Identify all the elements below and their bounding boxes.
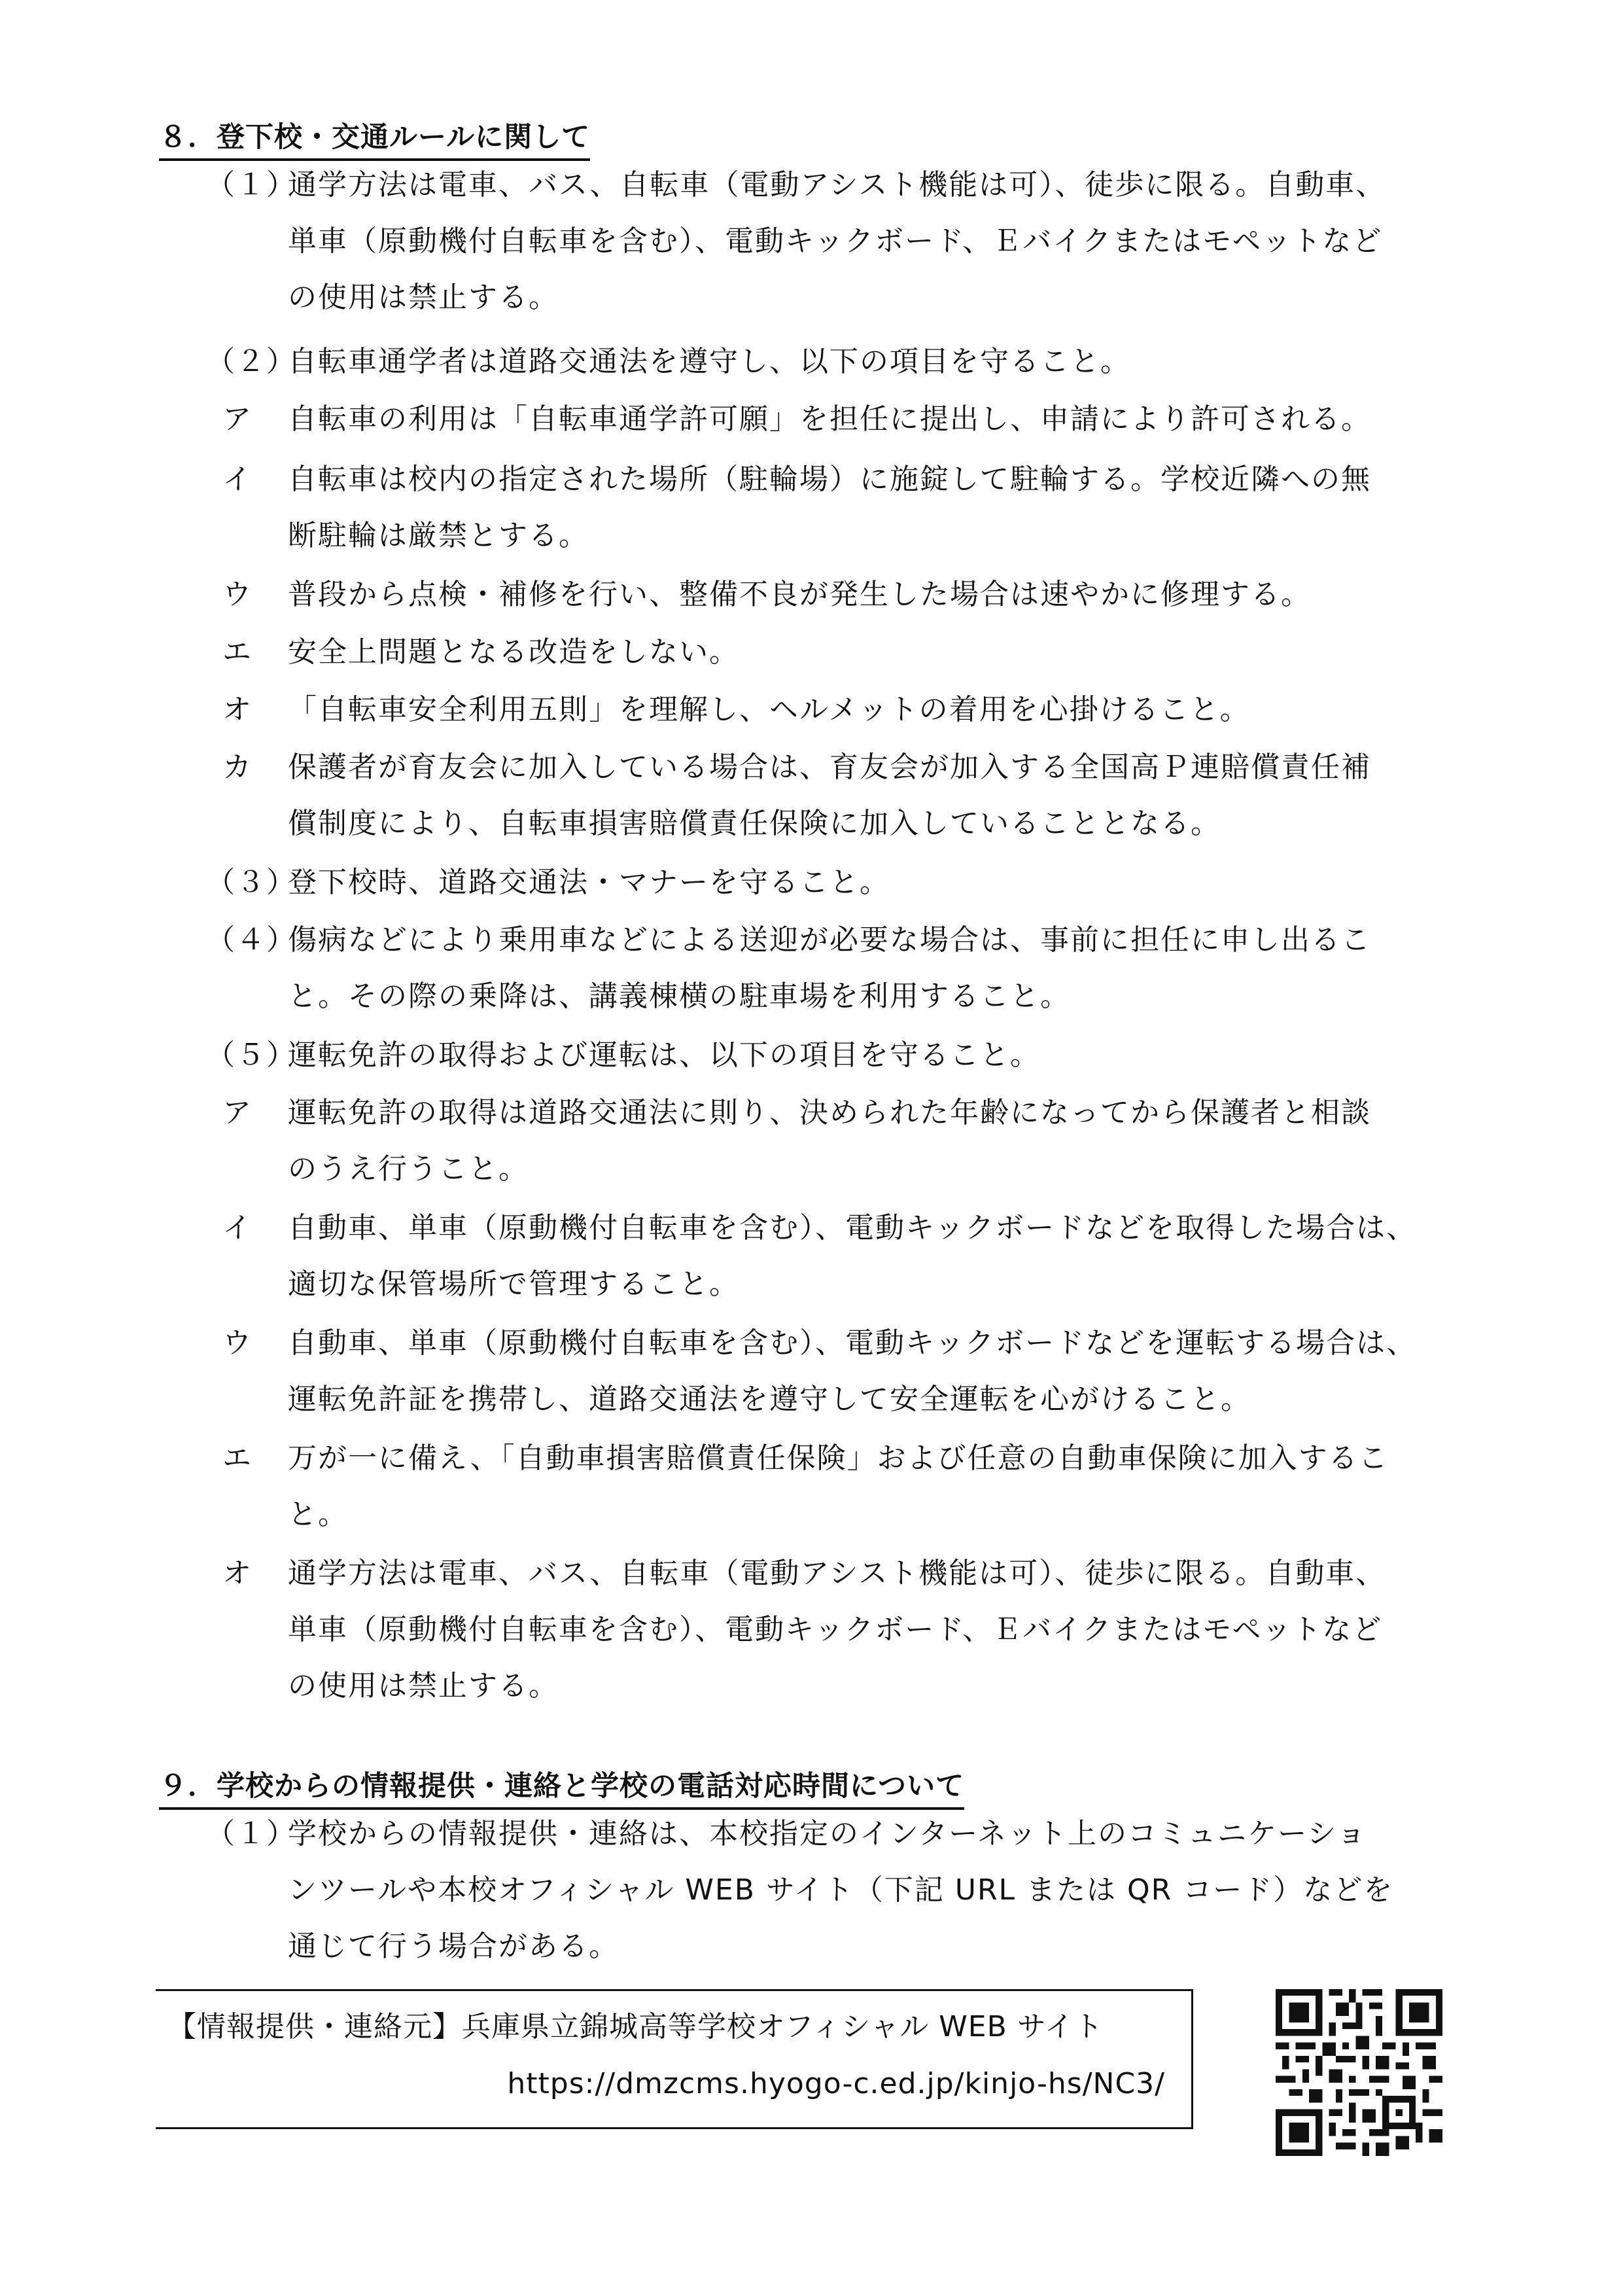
list-item-8-3: （３）登下校時、道路交通法・マナーを守ること。 xyxy=(206,866,890,899)
list-item-8-2-c: ウ 普段から点検・補修を行い、整備不良が発生した場合は速やかに修理する。 xyxy=(222,578,1311,611)
section-9-heading: ９．学校からの情報提供・連絡と学校の電話対応時間について xyxy=(159,1767,964,1810)
list-item-8-5-b-line2: 適切な保管場所で管理すること。 xyxy=(288,1267,739,1301)
list-item-8-5-d-line2: と。 xyxy=(288,1498,348,1531)
list-item-8-4-line2: と。その際の乗降は、講義棟横の駐車場を利用すること。 xyxy=(288,980,1070,1013)
list-item-8-5-e-line3: の使用は禁止する。 xyxy=(288,1669,559,1703)
list-item-9-1-line3: 通じて行う場合がある。 xyxy=(288,1930,619,1963)
list-item-8-5-c: ウ 自動車、単車（原動機付自転車を含む）、電動キックボードなどを運転する場合は、 xyxy=(222,1326,1417,1360)
section-8-heading: ８．登下校・交通ルールに関して xyxy=(159,118,590,161)
website-url-link[interactable]: https://dmzcms.hyogo-c.ed.jp/kinjo-hs/NC3/ xyxy=(507,2067,1165,2100)
list-item-8-2-d: エ 安全上問題となる改造をしない。 xyxy=(222,635,739,669)
list-item-8-2-a: ア 自転車の利用は「自転車通学許可願」を担任に提出し、申請により許可される。 xyxy=(222,402,1371,436)
list-item-8-2-e: オ 「自転車安全利用五則」を理解し、ヘルメットの着用を心掛けること。 xyxy=(222,693,1250,726)
qr-code-icon[interactable] xyxy=(1276,1989,1442,2156)
list-item-8-5-d: エ 万が一に備え、「自動車損害賠償責任保険」および任意の自動車保険に加入するこ xyxy=(222,1441,1389,1475)
list-item-8-5-b: イ 自動車、単車（原動機付自転車を含む）、電動キックボードなどを取得した場合は、 xyxy=(222,1211,1417,1245)
list-item-8-1-line2: 単車（原動機付自転車を含む）、電動キックボード、Ｅバイクまたはモペットなど xyxy=(288,224,1383,258)
list-item-8-5-a: ア 運転免許の取得は道路交通法に則り、決められた年齢になってから保護者と相談 xyxy=(222,1096,1371,1129)
list-item-8-2: （２）自転車通学者は道路交通法を遵守し、以下の項目を守ること。 xyxy=(206,345,1130,378)
list-item-8-2-f-line2: 償制度により、自転車損害賠償責任保険に加入していることとなる。 xyxy=(288,807,1221,840)
list-item-8-4: （４）傷病などにより乗用車などによる送迎が必要な場合は、事前に担任に申し出るこ xyxy=(206,923,1371,957)
contact-info-title: 【情報提供・連絡元】兵庫県立錦城高等学校オフィシャル WEB サイト xyxy=(167,2010,1104,2043)
list-item-9-1: （１）学校からの情報提供・連絡は、本校指定のインターネット上のコミュニケーショ xyxy=(206,1817,1367,1850)
list-item-8-5-e: オ 通学方法は電車、バス、自転車（電動アシスト機能は可）、徒歩に限る。自動車、 xyxy=(222,1557,1386,1590)
list-item-8-5: （５）運転免許の取得および運転は、以下の項目を守ること。 xyxy=(206,1038,1040,1072)
list-item-8-5-a-line2: のうえ行うこと。 xyxy=(288,1152,529,1186)
list-item-9-1-line2: ンツールや本校オフィシャル WEB サイト（下記 URL または QR コード）などを xyxy=(288,1873,1394,1907)
list-item-8-1-line3: の使用は禁止する。 xyxy=(288,281,559,314)
list-item-8-2-b-line2: 断駐輪は厳禁とする。 xyxy=(288,519,589,552)
list-item-8-5-c-line2: 運転免許証を携帯し、道路交通法を遵守して安全運転を心がけること。 xyxy=(288,1383,1251,1416)
contact-info-box xyxy=(156,1989,1193,2129)
list-item-8-2-f: カ 保護者が育友会に加入している場合は、育友会が加入する全国高Ｐ連賠償責任補 xyxy=(222,751,1371,784)
list-item-8-5-e-line2: 単車（原動機付自転車を含む）、電動キックボード、Ｅバイクまたはモペットなど xyxy=(288,1613,1383,1646)
list-item-8-2-b: イ 自転車は校内の指定された場所（駐輪場）に施錠して駐輪する。学校近隣への無 xyxy=(222,463,1371,496)
list-item-8-1: （１）通学方法は電車、バス、自転車（電動アシスト機能は可）、徒歩に限る。自動車、 xyxy=(206,168,1386,202)
